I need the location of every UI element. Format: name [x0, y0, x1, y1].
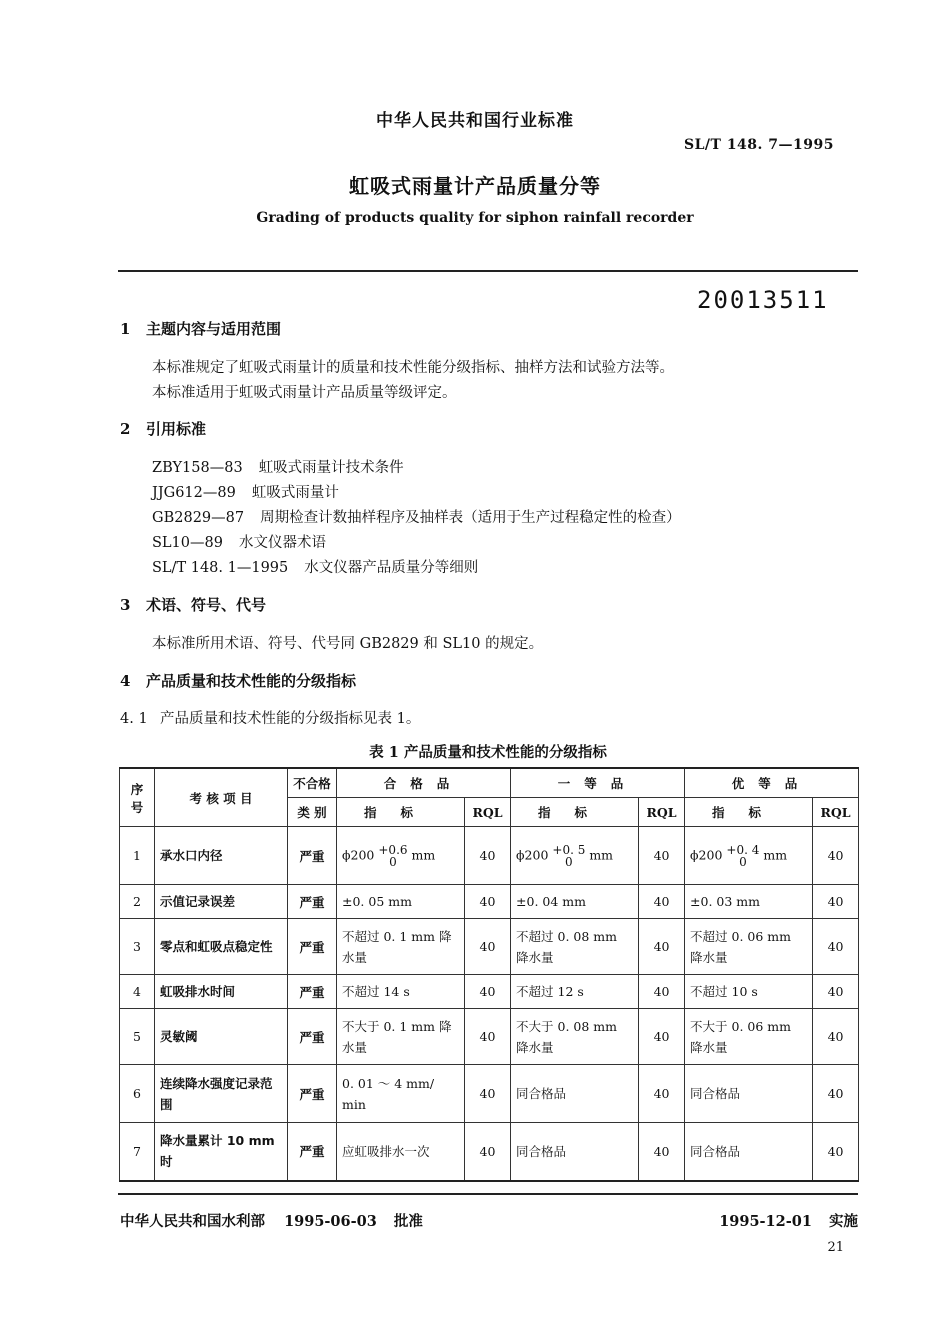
header-grade-first: 一等品: [511, 768, 685, 798]
section-title: 主题内容与适用范围: [146, 320, 282, 338]
grading-table: [119, 767, 859, 1182]
reference-code: ZBY158—83: [152, 460, 243, 476]
cell-indicator: ±0. 05 mm: [337, 885, 465, 919]
cell-indicator: 不大于 0. 08 mm 降水量: [511, 1009, 639, 1065]
cell-rql: 40: [639, 975, 685, 1009]
issuer: 中华人民共和国水利部: [120, 1213, 265, 1230]
cell-rql: 40: [639, 827, 685, 885]
section-2-heading: [120, 418, 206, 439]
tolerance-lower: 0: [389, 854, 397, 869]
reference-code: JJG612—89: [152, 485, 236, 501]
reference-item: [152, 506, 681, 531]
cell-rql: 40: [465, 975, 511, 1009]
reference-name: 虹吸式雨量计: [251, 485, 339, 501]
diameter-value: ϕ200: [516, 847, 549, 862]
implementation-date: 1995-12-01: [719, 1213, 812, 1230]
cell-rql: 40: [813, 885, 859, 919]
header-grade-superior: 优等品: [685, 768, 859, 798]
section-number: 2: [120, 420, 131, 438]
cell-rql: 40: [465, 1065, 511, 1123]
cell-item: 降水量累计 10 mm 时: [155, 1123, 288, 1181]
cell-seq: 7: [120, 1123, 155, 1181]
cell-rql: 40: [639, 1123, 685, 1181]
implementation-label: 实施: [829, 1213, 858, 1230]
unit: mm: [589, 847, 614, 862]
header-grade-qualified: 合格品: [337, 768, 511, 798]
tolerance-lower: 0: [739, 854, 747, 869]
cell-indicator: 不超过 12 s: [511, 975, 639, 1009]
table-row: [120, 1065, 859, 1123]
cell-seq: 3: [120, 919, 155, 975]
table-caption: 表 1 产品质量和技术性能的分级指标: [369, 744, 607, 761]
cell-indicator: 不超过 0. 06 mm 降水量: [685, 919, 813, 975]
cell-rql: 40: [813, 975, 859, 1009]
cell-indicator: [685, 827, 813, 885]
cell-rql: 40: [639, 1065, 685, 1123]
header-rql: RQL: [639, 798, 685, 827]
section-number: 4: [120, 672, 131, 690]
table-row: [120, 1009, 859, 1065]
header-indicator: 指标: [511, 798, 639, 827]
reference-item: [152, 531, 681, 556]
section-3-paragraph: 本标准所用术语、符号、代号同 GB2829 和 SL10 的规定。: [152, 636, 544, 652]
unit: mm: [763, 847, 788, 862]
cell-item: 虹吸排水时间: [155, 975, 288, 1009]
footer-rule: [118, 1193, 858, 1195]
page-number: 21: [827, 1240, 844, 1255]
reference-item: [152, 481, 681, 506]
table-row: [120, 827, 859, 885]
reference-name: 周期检查计数抽样程序及抽样表（适用于生产过程稳定性的检查）: [260, 510, 681, 526]
section-number: 3: [120, 596, 131, 614]
cell-indicator: 同合格品: [511, 1065, 639, 1123]
header-nonconf-2: 类 别: [288, 798, 337, 827]
section-1-paragraph-1: 本标准规定了虹吸式雨量计的质量和技术性能分级指标、抽样方法和试验方法等。: [152, 360, 674, 376]
cell-indicator: 不超过 14 s: [337, 975, 465, 1009]
tolerance: [726, 844, 759, 868]
cell-category: 严重: [288, 1123, 337, 1181]
cell-seq: 5: [120, 1009, 155, 1065]
tolerance-upper: +0. 4: [726, 842, 760, 857]
document-title-english: Grading of products quality for siphon rainfall recorder: [256, 210, 694, 226]
reference-item: [152, 456, 681, 481]
standard-code: SL/T 148. 7—1995: [683, 137, 834, 153]
cell-indicator: ±0. 04 mm: [511, 885, 639, 919]
header-nonconf-1: 不合格: [288, 768, 337, 798]
cell-rql: 40: [465, 885, 511, 919]
diameter-value: ϕ200: [690, 847, 723, 862]
cell-item: 零点和虹吸点稳定性: [155, 919, 288, 975]
reference-name: 水文仪器产品质量分等细则: [304, 560, 479, 576]
header-rule: [118, 270, 858, 272]
cell-indicator: [511, 827, 639, 885]
registration-number: 20013511: [697, 286, 829, 314]
cell-rql: 40: [639, 885, 685, 919]
cell-indicator: 同合格品: [685, 1123, 813, 1181]
tolerance-upper: +0. 5: [552, 842, 586, 857]
subsection-number: 4. 1: [120, 711, 148, 727]
header-seq: 序号: [120, 768, 155, 827]
cell-item: 承水口内径: [155, 827, 288, 885]
tolerance: [552, 844, 585, 868]
section-3-heading: [120, 594, 266, 615]
cell-indicator: 不超过 0. 08 mm 降水量: [511, 919, 639, 975]
footer-implementation: [719, 1210, 858, 1231]
section-number: 1: [120, 320, 131, 338]
cell-category: 严重: [288, 919, 337, 975]
section-1-paragraph-2: 本标准适用于虹吸式雨量计产品质量等级评定。: [152, 385, 457, 401]
cell-indicator: 应虹吸排水一次: [337, 1123, 465, 1181]
cell-seq: 4: [120, 975, 155, 1009]
header-item: 考 核 项 目: [155, 768, 288, 827]
diameter-value: ϕ200: [342, 847, 375, 862]
cell-rql: 40: [813, 1009, 859, 1065]
table-row: [120, 975, 859, 1009]
cell-item: 连续降水强度记录范围: [155, 1065, 288, 1123]
cell-indicator: 同合格品: [685, 1065, 813, 1123]
reference-code: SL10—89: [152, 535, 223, 551]
table-row: [120, 885, 859, 919]
cell-indicator: 不超过 10 s: [685, 975, 813, 1009]
header-indicator: 指标: [337, 798, 465, 827]
cell-seq: 2: [120, 885, 155, 919]
document-title: 虹吸式雨量计产品质量分等: [349, 174, 601, 198]
subsection-text: 产品质量和技术性能的分级指标见表 1。: [160, 711, 421, 727]
section-4-heading: [120, 670, 356, 691]
cell-rql: 40: [465, 1009, 511, 1065]
section-title: 产品质量和技术性能的分级指标: [146, 672, 357, 690]
cell-rql: 40: [813, 1065, 859, 1123]
cell-rql: 40: [465, 919, 511, 975]
cell-rql: 40: [813, 919, 859, 975]
standard-category: 中华人民共和国行业标准: [376, 111, 574, 131]
cell-item: 示值记录误差: [155, 885, 288, 919]
subsection-4-1: [120, 707, 420, 728]
cell-category: 严重: [288, 827, 337, 885]
cell-item: 灵敏阈: [155, 1009, 288, 1065]
table-row: [120, 1123, 859, 1181]
reference-item: [152, 556, 681, 581]
unit: mm: [411, 847, 436, 862]
footer-approval: [120, 1210, 423, 1231]
reference-name: 虹吸式雨量计技术条件: [258, 460, 404, 476]
approve-label: 批准: [393, 1213, 423, 1230]
header-rql: RQL: [465, 798, 511, 827]
table-row: [120, 919, 859, 975]
cell-rql: 40: [639, 1009, 685, 1065]
cell-rql: 40: [813, 827, 859, 885]
cell-indicator: 同合格品: [511, 1123, 639, 1181]
section-title: 术语、符号、代号: [146, 596, 267, 614]
cell-indicator: 0. 01 ～ 4 mm/ min: [337, 1065, 465, 1123]
cell-category: 严重: [288, 975, 337, 1009]
cell-indicator: 不大于 0. 1 mm 降水量: [337, 1009, 465, 1065]
header-indicator: 指标: [685, 798, 813, 827]
approve-date: 1995-06-03: [284, 1213, 377, 1230]
cell-indicator: 不超过 0. 1 mm 降水量: [337, 919, 465, 975]
cell-rql: 40: [465, 827, 511, 885]
cell-seq: 6: [120, 1065, 155, 1123]
tolerance: [378, 844, 407, 868]
cell-category: 严重: [288, 885, 337, 919]
section-title: 引用标准: [146, 420, 207, 438]
reference-list: [152, 456, 681, 581]
cell-rql: 40: [465, 1123, 511, 1181]
section-1-heading: [120, 318, 281, 339]
cell-rql: 40: [813, 1123, 859, 1181]
cell-indicator: [337, 827, 465, 885]
header-rql: RQL: [813, 798, 859, 827]
cell-indicator: 不大于 0. 06 mm 降水量: [685, 1009, 813, 1065]
reference-name: 水文仪器术语: [238, 535, 326, 551]
cell-seq: 1: [120, 827, 155, 885]
reference-code: GB2829—87: [152, 510, 245, 526]
cell-indicator: ±0. 03 mm: [685, 885, 813, 919]
cell-category: 严重: [288, 1065, 337, 1123]
cell-rql: 40: [639, 919, 685, 975]
cell-category: 严重: [288, 1009, 337, 1065]
tolerance-lower: 0: [565, 854, 573, 869]
reference-code: SL/T 148. 1—1995: [152, 560, 289, 576]
tolerance-upper: +0.6: [378, 842, 408, 857]
